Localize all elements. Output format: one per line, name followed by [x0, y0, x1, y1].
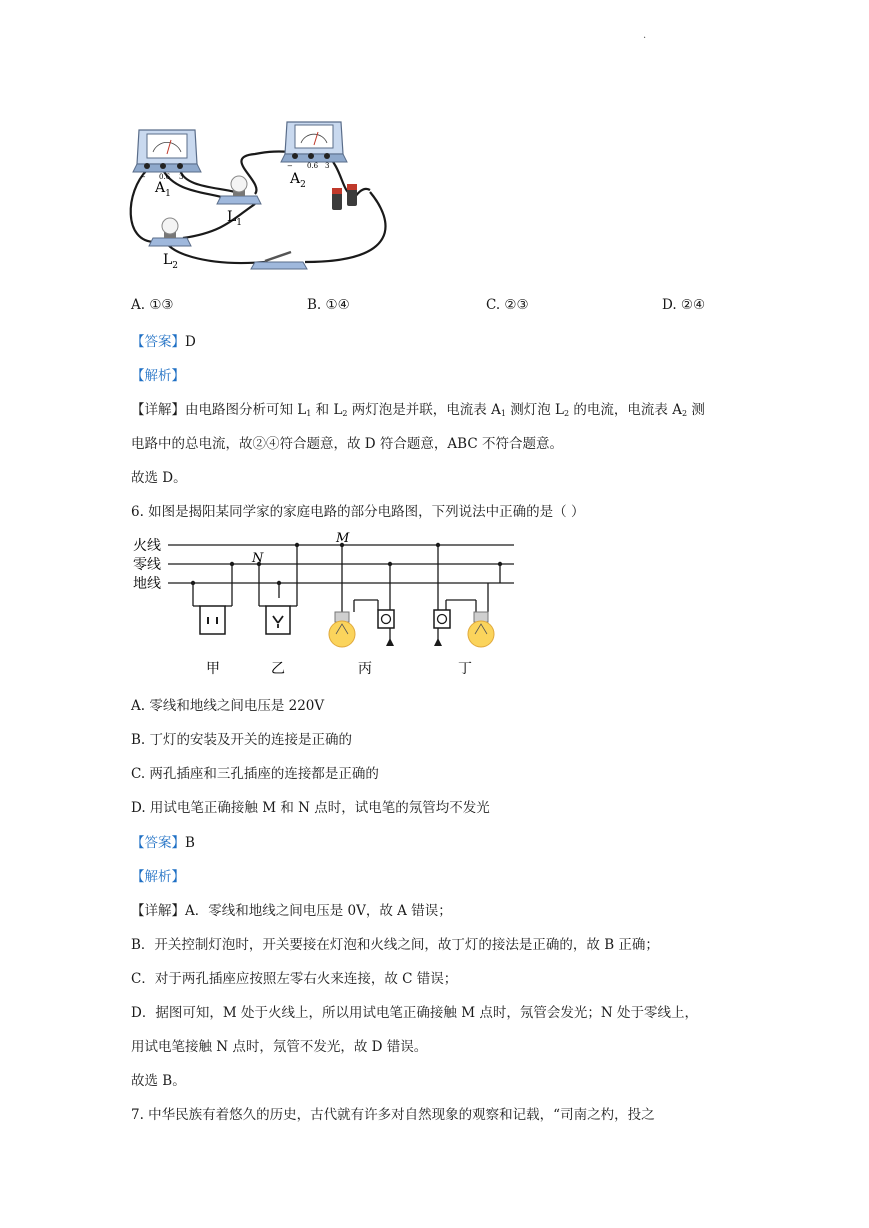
q5-option-d: D. ②④: [662, 297, 706, 313]
switch-bing: [378, 610, 394, 628]
corner-mark: .: [643, 30, 647, 41]
label-neutral-wire: 零线: [133, 557, 161, 573]
label-l1: $L_1$: [227, 209, 243, 228]
label-bing: 丙: [358, 661, 372, 677]
lamp-bing: [329, 612, 355, 647]
q5-analysis-tag: 【解析】: [131, 368, 185, 384]
answer-tag: 【答案】: [131, 835, 185, 851]
q6-analysis-tag: 【解析】: [131, 869, 185, 885]
q5-detail-line-2: 电路中的总电流，故②④符合题意，故 D 符合题意，ABC 不符合题意。: [131, 436, 563, 452]
answer-value: B: [185, 835, 195, 851]
label-ground-wire: 地线: [133, 576, 161, 592]
q6-stem: 6. 如图是揭阳某同学家的家庭电路的部分电路图，下列说法中正确的是（ ）: [131, 504, 585, 520]
wire: [355, 189, 370, 197]
label-l2: $L_2$: [163, 252, 179, 271]
q5-option-a: A. ①③: [131, 297, 174, 313]
ammeter-a1: [133, 130, 201, 181]
q5-answer: [131, 330, 196, 350]
q7-stem: 7. 中华民族有着悠久的历史，古代就有许多对自然现象的观察和记载，“司南之杓，投之: [131, 1107, 655, 1123]
q6-option-c: C. 两孔插座和三孔插座的连接都是正确的: [131, 766, 379, 782]
q6-answer: [131, 831, 195, 851]
label-point-n: N: [252, 551, 264, 566]
label-point-m: M: [336, 531, 350, 546]
q6-detail-line-2: B．开关控制灯泡时，开关要接在灯泡和火线之间，故丁灯的接法是正确的，故 B 正确；: [131, 937, 659, 953]
ammeter-a2: [281, 122, 347, 170]
wire: [183, 204, 255, 238]
meter-3-label: 3: [179, 173, 184, 181]
answer-tag: 【答案】: [131, 334, 185, 350]
wire: [305, 192, 385, 262]
label-a2: $A_2$: [290, 171, 306, 190]
meter-06-label: 0.6: [307, 162, 319, 170]
meter-3-label: 3: [325, 162, 330, 170]
terminal-bing: [386, 638, 394, 646]
meter-minus-label: −: [287, 162, 293, 170]
label-ding: 丁: [458, 661, 472, 677]
q6-option-a: A. 零线和地线之间电压是 220V: [131, 698, 325, 714]
bulb-l2: [149, 218, 191, 246]
two-hole-socket: [200, 606, 225, 634]
q5-option-b: B. ①④: [307, 297, 350, 313]
lamp-ding: [468, 612, 494, 647]
switch-ding: [434, 610, 450, 628]
label-jia: 甲: [206, 661, 220, 677]
q5-detail-line-1: 【详解】由电路图分析可知 $L_1$ 和 $L_2$ 两灯泡是并联，电流表 $A_1$ 测灯泡 $L_2$ 的电流，电流表 $A_2$ 测: [131, 402, 705, 418]
household-circuit-figure: [128, 528, 528, 680]
q5-final: 故选 D。: [131, 470, 187, 486]
q5-option-c: C. ②③: [486, 297, 529, 313]
three-hole-socket: [266, 606, 290, 634]
terminal-ding: [434, 638, 442, 646]
q6-detail-line-1: 【详解】A．零线和地线之间电压是 0V，故 A 错误；: [131, 903, 452, 919]
q6-detail-line-3: C．对于两孔插座应按照左零右火来连接，故 C 错误；: [131, 971, 458, 987]
meter-minus-label: −: [140, 173, 146, 181]
meter-06-label: 0.6: [159, 173, 171, 181]
label-yi: 乙: [271, 661, 285, 677]
knife-switch: [251, 252, 307, 269]
q6-detail-line-4: D．据图可知，M 处于火线上，所以用试电笔正确接触 M 点时，氖管会发光；N 处于零线上，: [131, 1005, 698, 1021]
q6-final: 故选 B。: [131, 1073, 186, 1089]
answer-value: D: [185, 334, 196, 350]
q6-detail-line-5: 用试电笔接触 N 点时，氖管不发光，故 D 错误。: [131, 1039, 428, 1055]
label-live-wire: 火线: [133, 538, 161, 554]
q6-option-b: B. 丁灯的安装及开关的连接是正确的: [131, 732, 353, 748]
circuit-figure-ammeters: [125, 112, 445, 277]
label-a1: $A_1$: [155, 180, 171, 199]
q6-option-d: D. 用试电笔正确接触 M 和 N 点时，试电笔的氖管均不发光: [131, 800, 490, 816]
